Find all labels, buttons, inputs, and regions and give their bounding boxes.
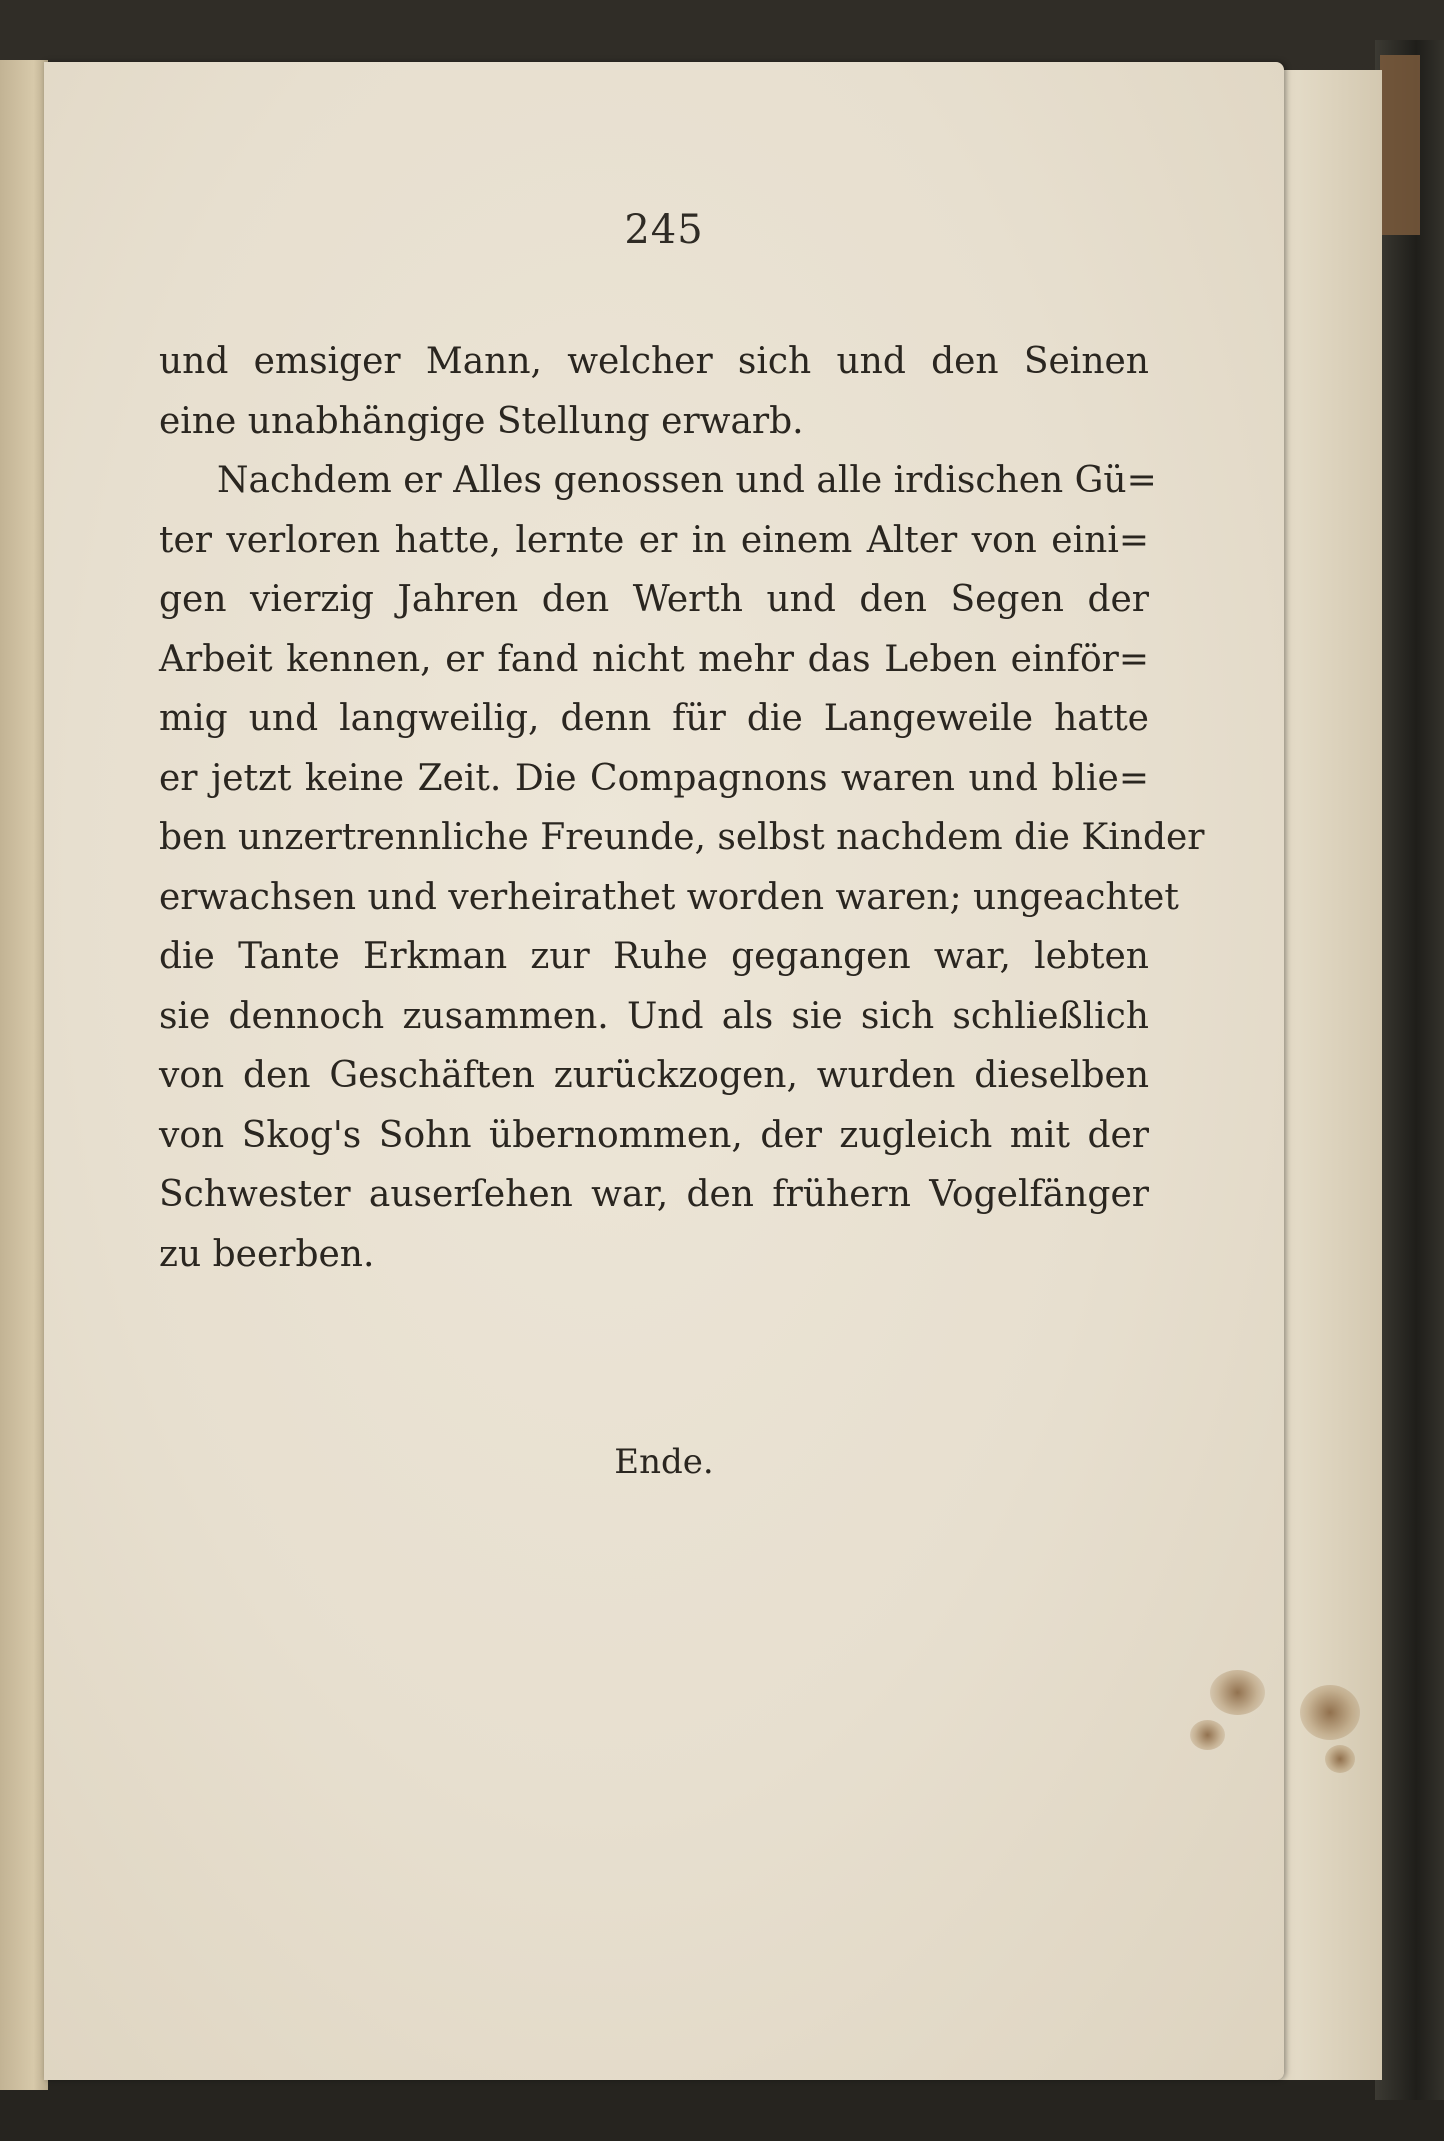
- text-line: zu beerben.: [159, 1233, 375, 1275]
- leather-spine-patch: [1380, 55, 1420, 235]
- text-line: die Tante Erkman zur Ruhe gegangen war, lebten: [159, 936, 1149, 977]
- text-line: sie dennoch zusammen. Und als sie sich schließlich: [159, 995, 1149, 1037]
- text-line: von den Geschäften zurückzogen, wurden dieselben: [159, 1055, 1149, 1096]
- stain-spot: [1325, 1745, 1355, 1773]
- facing-page-edge: [0, 60, 48, 2090]
- text-line: Schwester auserſehen war, den frühern Vogelfänger: [159, 1174, 1149, 1215]
- body-text: [159, 332, 1205, 1284]
- stain-spot: [1210, 1670, 1265, 1715]
- text-line: ter verloren hatte, lernte er in einem Alter von eini=: [159, 519, 1149, 561]
- text-line: erwachsen und verheirathet worden waren; ungeachtet: [159, 876, 1179, 918]
- text-line: gen vierzig Jahren den Werth und den Segen der: [159, 579, 1149, 620]
- text-line: Nachdem er Alles genossen und alle irdischen Gü=: [217, 460, 1157, 501]
- book-page: [44, 62, 1284, 2080]
- ending-mark: Ende.: [614, 1442, 714, 1482]
- text-line: ben unzertrennliche Freunde, selbst nachdem die Kinder: [159, 817, 1205, 858]
- text-line: er jetzt keine Zeit. Die Compagnons waren und blie=: [159, 757, 1149, 799]
- text-line: eine unabhängige Stellung erwarb.: [159, 400, 804, 442]
- page-number: 245: [624, 207, 704, 253]
- text-line: von Skog's Sohn übernommen, der zugleich mit der: [159, 1114, 1149, 1156]
- text-line: Arbeit kennen, er fand nicht mehr das Leben einför=: [159, 638, 1149, 680]
- stain-spot: [1190, 1720, 1225, 1750]
- text-line: und emsiger Mann, welcher sich und den Seinen: [159, 341, 1149, 382]
- stain-spot: [1300, 1685, 1360, 1740]
- text-line: mig und langweilig, denn für die Langeweile hatte: [159, 698, 1149, 739]
- foxing-stains: [1190, 1660, 1390, 1800]
